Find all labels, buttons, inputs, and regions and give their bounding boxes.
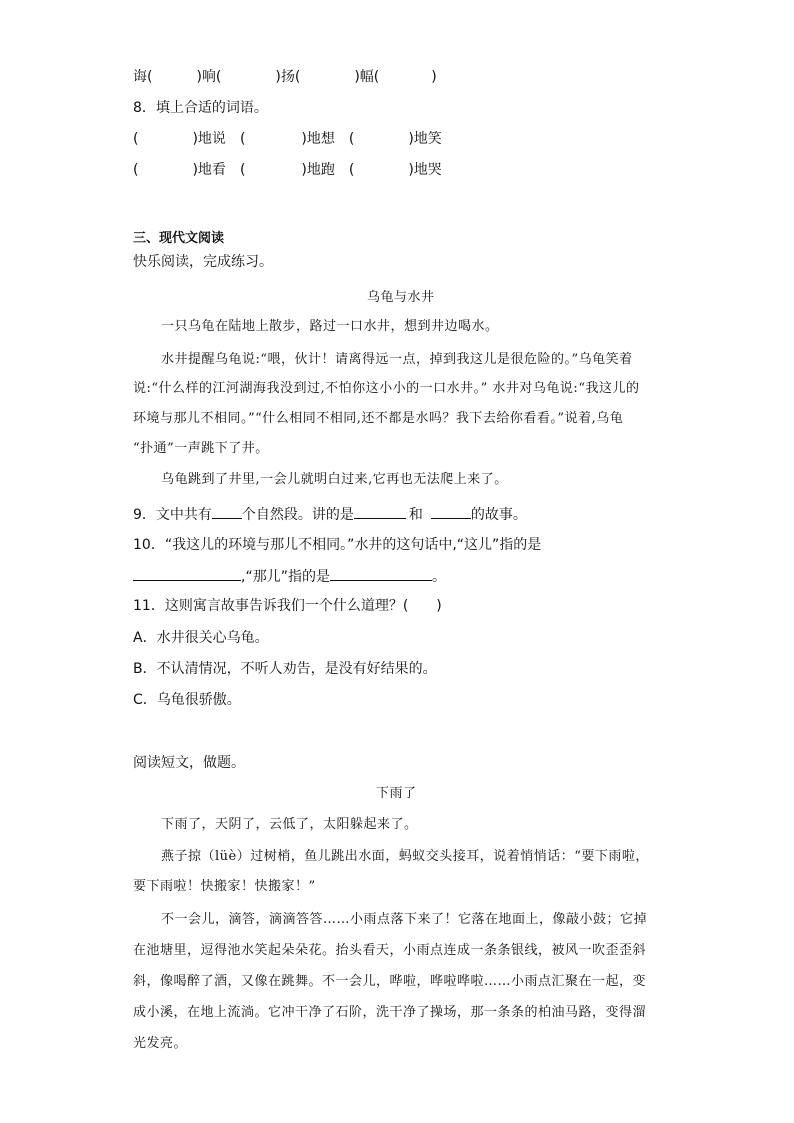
q10-line-2: ,“那儿”指的是 。 <box>133 566 446 587</box>
q11-option-a[interactable]: A．水井很关心乌龟。 <box>133 630 269 646</box>
answer-blank[interactable] <box>133 566 241 581</box>
reading-line: 下雨了，天阴了，云低了，太阳躲起来了。 <box>161 817 418 832</box>
reading-instruction: 阅读短文，做题。 <box>133 755 245 771</box>
q8-row-2: ( )地看 ( )地跑 ( )地哭 <box>133 162 442 178</box>
reading-line: 燕子掠（lüè）过树梢，鱼儿跳出水面，蚂蚁交头接耳，说着悄悄话：“要下雨啦， <box>161 849 649 864</box>
story-line: 水井提醒乌龟说:“喂，伙计！请离得远一点，掉到我这儿是很危险的。”乌龟笑着 <box>161 352 633 367</box>
q8-title: 8．填上合适的词语。 <box>133 100 268 116</box>
q11-option-b[interactable]: B．不认清情况，不听人劝告，是没有好结果的。 <box>133 661 437 677</box>
reading-line: 光发亮。 <box>133 1036 188 1051</box>
story-line: “扑通”一声跳下了井。 <box>133 441 269 456</box>
answer-blank[interactable] <box>212 504 242 519</box>
answer-blank[interactable] <box>354 504 406 519</box>
story-line: 乌龟跳到了井里,一会儿就明白过来,它再也无法爬上来了。 <box>161 472 508 487</box>
answer-blank[interactable] <box>330 566 432 581</box>
reading-line: 斜，像喝醉了酒，又像在跳舞。不一会儿，哗啦，哗啦哗啦……小雨点汇聚在一起，变 <box>133 974 647 989</box>
answer-blank[interactable] <box>431 504 471 519</box>
reading-title: 下雨了 <box>376 786 417 801</box>
q7-line: 诲( )响( )扬( )幅( ) <box>133 69 437 85</box>
q8-row-1: ( )地说 ( )地想 ( )地笑 <box>133 131 442 147</box>
reading-line: 要下雨啦！快搬家！快搬家！” <box>133 879 316 894</box>
q10-line-1: 10．“我这儿的环境与那儿不相同。”水井的这句话中,“这儿”指的是 <box>133 537 542 553</box>
q11-option-c[interactable]: C．乌龟很骄傲。 <box>133 692 241 708</box>
story-line: 环境与那儿不相同。”“什么相同不相同,还不都是水吗？我下去给你看看。”说着,乌龟 <box>133 411 624 426</box>
story-title: 乌龟与水井 <box>367 290 435 305</box>
q11-question: 11．这则寓言故事告诉我们一个什么道理？( ) <box>133 598 442 614</box>
reading-line: 不一会儿，滴答，滴滴答答……小雨点落下来了！它落在地面上，像敲小鼓；它掉 <box>161 912 648 927</box>
story-line: 说:“什么样的江河湖海我没到过,不怕你这小小的一口水井。” 水井对乌龟说:“我这儿的 <box>133 381 640 396</box>
story-line: 一只乌龟在陆地上散步，路过一口水井，想到井边喝水。 <box>161 319 499 334</box>
reading-line: 成小溪，在地上流淌。它冲干净了石阶，洗干净了操场，那一条条的柏油马路，变得溜 <box>133 1005 647 1020</box>
section-instruction: 快乐阅读，完成练习。 <box>133 254 273 270</box>
q9: 9．文中共有 个自然段。讲的是 和 的故事。 <box>133 504 527 525</box>
reading-line: 在池塘里，逗得池水笑起朵朵花。抬头看天，小雨点连成一条条银线，被风一吹歪歪斜 <box>133 943 647 958</box>
section-heading: 三、现代文阅读 <box>133 231 225 246</box>
